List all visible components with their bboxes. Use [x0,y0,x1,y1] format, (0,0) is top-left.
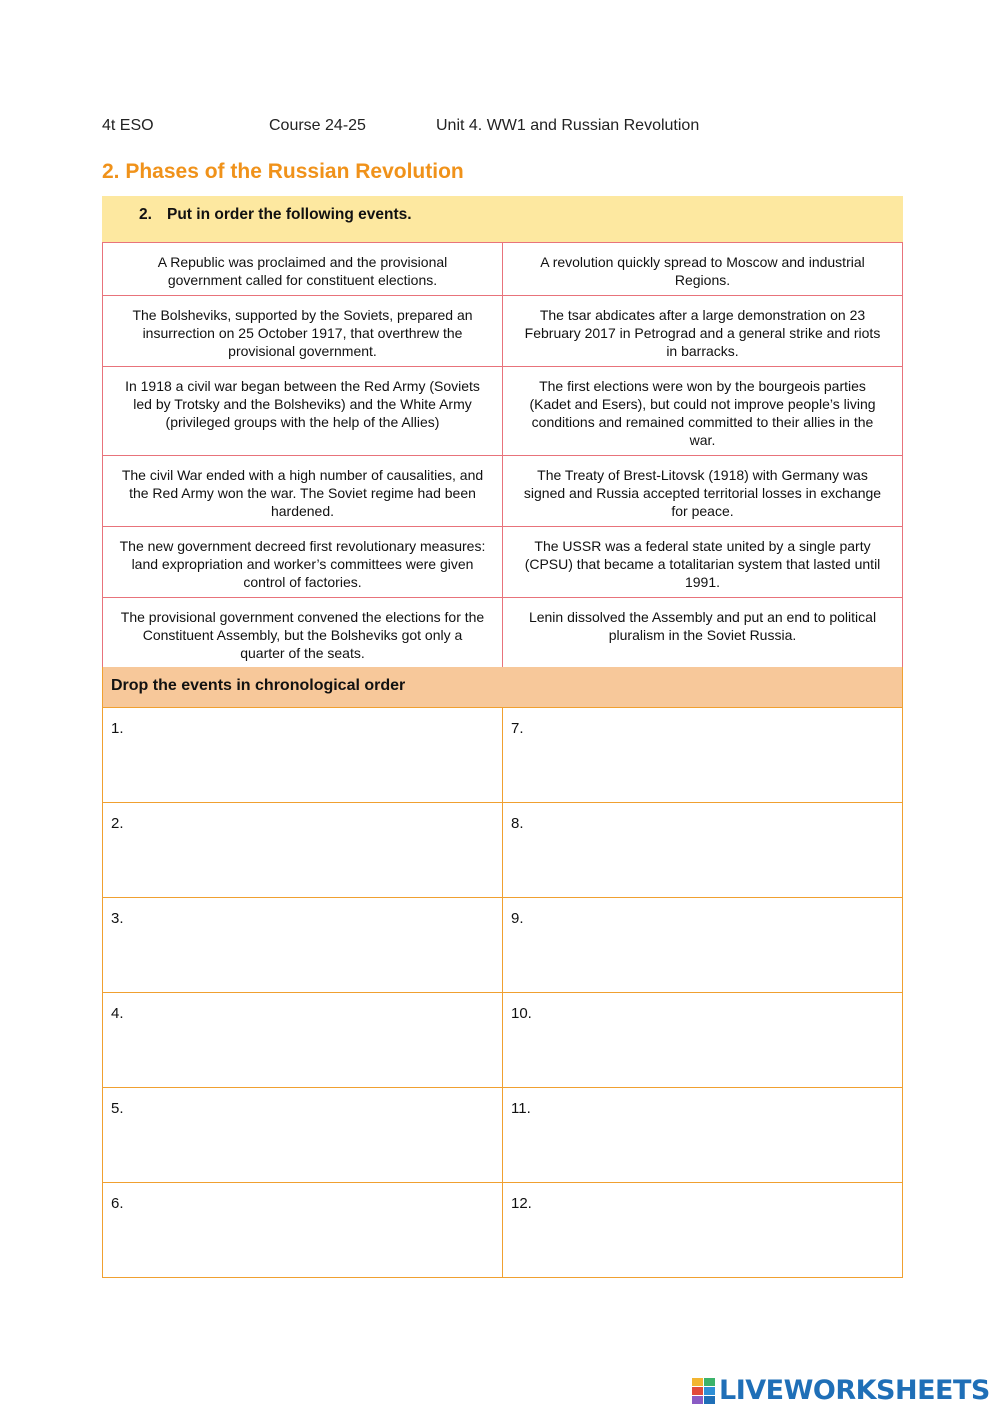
drop-slot[interactable]: 4. [103,993,503,1088]
section-title: 2. Phases of the Russian Revolution [102,160,464,183]
instruction-text: Put in order the following events. [167,206,412,223]
drop-slot[interactable]: 12. [503,1183,903,1278]
drop-slot[interactable]: 2. [103,803,503,898]
events-table [102,242,903,668]
event-card[interactable]: The provisional government convened the elections for the Constituent Assembly, but the Bolsheviks got only a quarter of the seats. [103,598,503,668]
drop-slot[interactable]: 10. [503,993,903,1088]
drop-slots-table [102,707,903,1278]
event-card[interactable]: The USSR was a federal state united by a single party (CPSU) that became a totalitarian system that lasted until 1991. [503,527,903,598]
brand-name: LIVEWORKSHEETS [719,1374,990,1406]
event-card[interactable]: In 1918 a civil war began between the Red Army (Soviets led by Trotsky and the Bolsheviks) and the White Army (privileged groups with the help of the Allies) [103,367,503,456]
event-card[interactable]: A Republic was proclaimed and the provisional government called for constituent elections. [103,243,503,296]
drop-slot[interactable]: 11. [503,1088,903,1183]
header-course: Course 24-25 [269,117,366,134]
instruction-bar [102,196,903,242]
event-card[interactable]: The civil War ended with a high number of causalities, and the Red Army won the war. The Soviet regime had been hardened. [103,456,503,527]
drop-slot[interactable]: 5. [103,1088,503,1183]
liveworksheets-logo[interactable] [692,1374,990,1406]
drop-slot[interactable]: 9. [503,898,903,993]
liveworksheets-logo-icon [692,1376,716,1404]
header-grade: 4t ESO [102,117,154,134]
drop-slot[interactable]: 8. [503,803,903,898]
drop-slot[interactable]: 3. [103,898,503,993]
event-card[interactable]: A revolution quickly spread to Moscow and industrial Regions. [503,243,903,296]
event-card[interactable]: The Treaty of Brest-Litovsk (1918) with Germany was signed and Russia accepted territorial losses in exchange for peace. [503,456,903,527]
drop-heading: Drop the events in chronological order [102,667,903,707]
instruction-number: 2. [139,206,152,223]
event-card[interactable]: The first elections were won by the bourgeois parties (Kadet and Esers), but could not improve people’s living conditions and remained committed to their allies in the war. [503,367,903,456]
drop-slot[interactable]: 1. [103,708,503,803]
event-card[interactable]: The tsar abdicates after a large demonstration on 23 February 2017 in Petrograd and a general strike and riots in barracks. [503,296,903,367]
event-card[interactable]: The Bolsheviks, supported by the Soviets, prepared an insurrection on 25 October 1917, that overthrew the provisional government. [103,296,503,367]
drop-slot[interactable]: 6. [103,1183,503,1278]
event-card[interactable]: Lenin dissolved the Assembly and put an end to political pluralism in the Soviet Russia. [503,598,903,668]
drop-slot[interactable]: 7. [503,708,903,803]
header-unit: Unit 4. WW1 and Russian Revolution [436,117,700,134]
event-card[interactable]: The new government decreed first revolutionary measures: land expropriation and worker’s committees were given control of factories. [103,527,503,598]
